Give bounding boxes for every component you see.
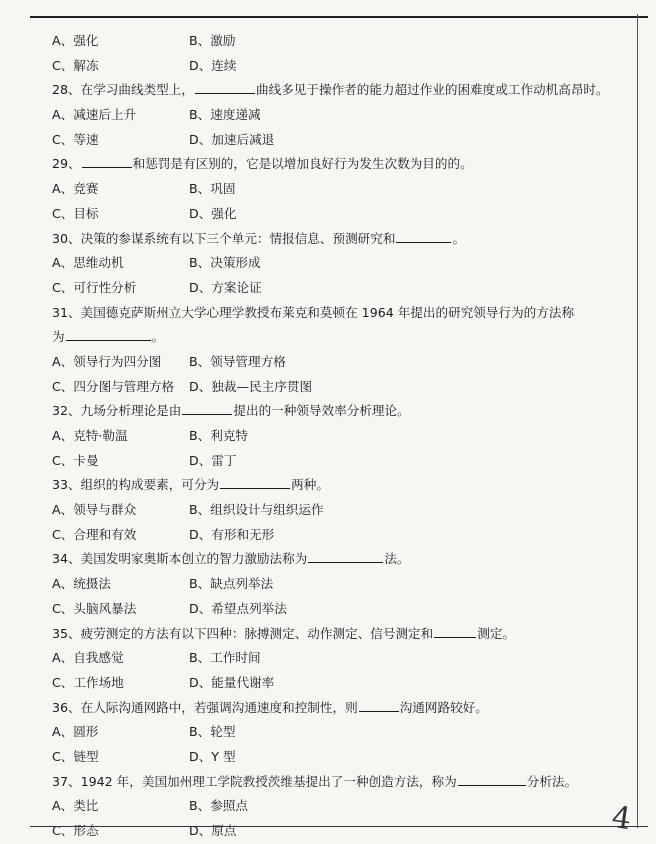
option-right: B、轮型 xyxy=(189,724,236,740)
option-right: D、加速后减退 xyxy=(189,131,275,147)
question-text: 34、美国发明家奥斯本创立的智力激励法称为 xyxy=(52,551,308,567)
options-row xyxy=(52,745,622,770)
question-line xyxy=(52,227,622,252)
question-text: 33、组织的构成要素，可分为 xyxy=(52,477,220,493)
options-row xyxy=(52,54,622,79)
question-line xyxy=(52,78,622,103)
option-right: D、有形和无形 xyxy=(189,526,275,542)
question-line xyxy=(52,547,622,572)
option-left: A、类比 xyxy=(52,798,99,814)
option-left: C、合理和有效 xyxy=(52,526,137,542)
option-left: A、减速后上升 xyxy=(52,107,137,123)
answer-blank xyxy=(359,698,399,712)
option-left: A、领导与群众 xyxy=(52,502,137,518)
question-line xyxy=(52,152,622,177)
options-row xyxy=(52,671,622,696)
options-row xyxy=(52,202,622,227)
option-right: B、利克特 xyxy=(189,428,249,443)
option-left: A、克特·勒温 xyxy=(52,428,128,443)
options-row xyxy=(52,523,622,548)
option-right: D、Y 型 xyxy=(189,748,236,764)
option-right: B、决策形成 xyxy=(189,255,261,271)
question-text-tail: 法。 xyxy=(384,551,410,567)
options-row xyxy=(52,597,622,622)
option-right: B、领导管理方格 xyxy=(189,353,286,369)
option-left: C、链型 xyxy=(52,748,99,764)
answer-blank xyxy=(308,549,383,563)
option-right: D、能量代谢率 xyxy=(189,674,275,690)
option-right: B、缺点列举法 xyxy=(189,576,274,592)
options-row xyxy=(52,572,622,597)
option-left: A、竞赛 xyxy=(52,181,99,197)
option-right: D、方案论证 xyxy=(189,279,262,295)
option-right: D、希望点列举法 xyxy=(189,600,287,616)
options-row xyxy=(52,720,622,745)
question-text-tail: 。 xyxy=(151,329,165,345)
option-right: B、参照点 xyxy=(189,798,249,814)
option-left: A、自我感觉 xyxy=(52,650,124,666)
option-right: D、原点 xyxy=(189,823,237,838)
options-row xyxy=(52,350,622,375)
question-text: 30、决策的参谋系统有以下三个单元：情报信息、预测研究和 xyxy=(52,230,396,246)
option-left: C、可行性分析 xyxy=(52,279,137,295)
options-row xyxy=(52,646,622,671)
option-left: A、圆形 xyxy=(52,724,99,740)
options-row xyxy=(52,251,622,276)
options-row xyxy=(52,794,622,819)
options-row xyxy=(52,375,622,400)
options-row xyxy=(52,498,622,523)
option-left: C、卡曼 xyxy=(52,452,99,468)
option-right: D、雷丁 xyxy=(189,452,237,468)
option-left: C、工作场地 xyxy=(52,674,124,690)
top-rule xyxy=(30,16,648,18)
option-right: B、工作时间 xyxy=(189,650,261,666)
option-right: D、独裁—民主序贯图 xyxy=(189,378,313,394)
question-text: 31、美国德克萨斯州立大学心理学教授布莱克和莫顿在 1964 年提出的研究领导行为的方法称 xyxy=(52,304,575,320)
options-row xyxy=(52,177,622,202)
question-text-tail: 提出的一种领导效率分析理论。 xyxy=(233,403,410,419)
right-margin-line xyxy=(637,14,638,828)
question-text-tail: 。 xyxy=(452,230,466,246)
option-right: B、激励 xyxy=(189,33,236,48)
option-left: C、目标 xyxy=(52,205,99,221)
question-text: 28、在学习曲线类型上， xyxy=(52,82,194,98)
answer-blank xyxy=(182,401,232,415)
question-line xyxy=(52,622,622,647)
option-right: B、速度递减 xyxy=(189,107,261,123)
option-left: C、头脑风暴法 xyxy=(52,600,137,616)
question-text: 37、1942 年，美国加州理工学院教授茨维基提出了一种创造方法，称为 xyxy=(52,773,457,789)
question-text-tail: 曲线多见于操作者的能力超过作业的困难度或工作动机高昂时。 xyxy=(255,82,609,98)
question-text: 32、九场分析理论是由 xyxy=(52,403,182,419)
question-text-tail: 两种。 xyxy=(291,477,329,493)
options-row xyxy=(52,29,622,54)
option-left: A、思维动机 xyxy=(52,255,124,271)
question-line xyxy=(52,399,622,424)
question-line xyxy=(52,325,622,350)
option-left: A、强化 xyxy=(52,33,99,48)
option-left: C、等速 xyxy=(52,131,99,147)
options-row xyxy=(52,103,622,128)
option-right: B、巩固 xyxy=(189,181,236,197)
options-row xyxy=(52,819,622,844)
question-text: 为 xyxy=(52,329,65,345)
answer-blank xyxy=(66,327,151,341)
option-left: C、形态 xyxy=(52,823,99,838)
options-row xyxy=(52,128,622,153)
option-right: B、组织设计与组织运作 xyxy=(189,502,324,518)
question-text: 35、疲劳测定的方法有以下四种：脉搏测定、动作测定、信号测定和 xyxy=(52,625,434,641)
options-row xyxy=(52,424,622,449)
bottom-rule xyxy=(30,826,648,827)
question-list xyxy=(52,29,622,844)
question-line xyxy=(52,473,622,498)
answer-blank xyxy=(396,229,451,243)
option-right: D、连续 xyxy=(189,57,237,73)
option-left: A、统摄法 xyxy=(52,576,111,592)
question-text-tail: 和惩罚是有区别的，它是以增加良好行为发生次数为目的的。 xyxy=(132,156,473,172)
option-right: D、强化 xyxy=(189,205,237,221)
question-line xyxy=(52,301,622,326)
question-text: 36、在人际沟通网路中，若强调沟通速度和控制性，则 xyxy=(52,699,358,715)
question-line xyxy=(52,696,622,721)
answer-blank xyxy=(458,772,526,786)
answer-blank xyxy=(434,624,476,638)
answer-blank xyxy=(220,475,290,489)
option-left: C、四分图与管理方格 xyxy=(52,378,175,394)
answer-blank xyxy=(82,154,132,168)
question-text: 29、 xyxy=(52,156,81,172)
options-row xyxy=(52,449,622,474)
answer-blank xyxy=(195,80,255,94)
question-text-tail: 分析法。 xyxy=(526,773,578,789)
question-text-tail: 测定。 xyxy=(477,625,516,641)
question-text-tail: 沟通网路较好。 xyxy=(399,699,488,715)
options-row xyxy=(52,276,622,301)
option-left: C、解冻 xyxy=(52,57,99,73)
page-number: 4 xyxy=(609,799,634,838)
option-left: A、领导行为四分图 xyxy=(52,353,162,369)
question-line xyxy=(52,770,622,795)
